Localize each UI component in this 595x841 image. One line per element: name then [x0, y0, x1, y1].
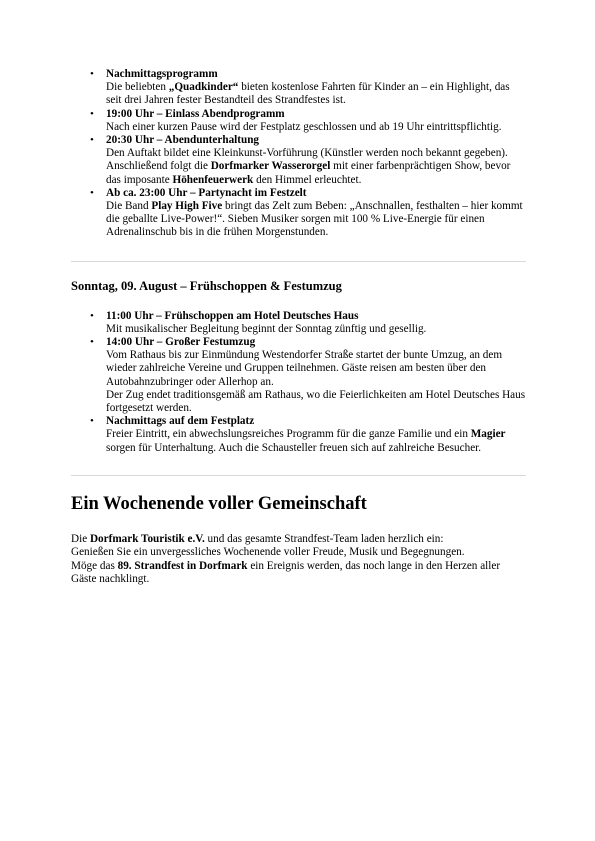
sunday-heading: Sonntag, 09. August – Frühschoppen & Festumzug [71, 278, 342, 293]
list-item [71, 415, 526, 455]
document-page [71, 68, 526, 587]
item-title: • 14:00 Uhr – Großer Festumzug [106, 336, 256, 349]
item-title: • Ab ca. 23:00 Uhr – Partynacht im Festzelt [106, 186, 307, 199]
item-text: Vom Rathaus bis zur Einmündung Westendorfer Straße startet der bunte Umzug, an dem wieder zahlreiche Vereine und Gruppen teilnehmen. Gäste reisen am besten über den Autobahnzubringer oder Allerhop an. [106, 349, 503, 388]
section-divider [71, 261, 526, 262]
closing-paragraph: Die Dorfmark Touristik e.V. und das gesamte Strandfest-Team laden herzlich ein: Genießen Sie ein unvergessliches Wochenende voller Freude, Musik und Begegnungen. Möge das 89. Strandfest in Dorfmark ein Ereignis werden, das noch lange in den Herzen aller Gäste nachklingt. [71, 532, 501, 586]
list-item [71, 68, 526, 108]
item-title: • 20:30 Uhr – Abendunterhaltung [106, 134, 260, 147]
item-title: • Nachmittagsprogramm [106, 68, 218, 80]
item-text: Nach einer kurzen Pause wird der Festplatz geschlossen und ab 19 Uhr eintrittspflichtig. [106, 120, 502, 133]
item-text: Den Auftakt bildet eine Kleinkunst-Vorführung (Künstler werden noch bekannt gegeben). [106, 147, 508, 160]
closing-heading: Ein Wochenende voller Gemeinschaft [71, 493, 367, 514]
sunday-program-list [71, 310, 526, 455]
afternoon-program-list [71, 68, 526, 240]
item-text: Mit musikalischer Begleitung beginnt der Sonntag zünftig und gesellig. [106, 322, 427, 335]
list-item [71, 336, 526, 415]
item-title: • 19:00 Uhr – Einlass Abendprogramm [106, 107, 285, 120]
section-divider [71, 475, 526, 476]
item-text: Die Band Play High Five bringt das Zelt zum Beben: „Anschnallen, festhalten – hier kommt die geballte Live-Power!“. Sieben Musiker sorgen mit 100 % Live-Energie für einen Adrenalinschub bis in die frühen Morgenstunden. [106, 200, 523, 239]
list-item [71, 108, 526, 134]
list-item [71, 310, 526, 336]
item-text: Die beliebten „Quadkinder“ bieten kostenlose Fahrten für Kinder an – ein Highlight, das seit drei Jahren fester Bestandteil des Strandfestes ist. [106, 81, 510, 107]
item-title: • Nachmittags auf dem Festplatz [106, 415, 255, 428]
list-item [71, 187, 526, 240]
item-title: • 11:00 Uhr – Frühschoppen am Hotel Deutsches Haus [106, 309, 359, 322]
list-item [71, 134, 526, 187]
item-text: Der Zug endet traditionsgemäß am Rathaus, wo die Feierlichkeiten am Hotel Deutsches Haus fortgesetzt werden. [106, 388, 526, 415]
item-text: Anschließend folgt die Dorfmarker Wasserorgel mit einer farbenprächtigen Show, bevor das imposante Höhenfeuerwerk den Himmel erleuchtet. [106, 160, 511, 186]
item-text: Freier Eintritt, ein abwechslungsreiches Programm für die ganze Familie und ein Magier sorgen für Unterhaltung. Auch die Schausteller freuen sich auf zahlreiche Besucher. [106, 428, 506, 454]
